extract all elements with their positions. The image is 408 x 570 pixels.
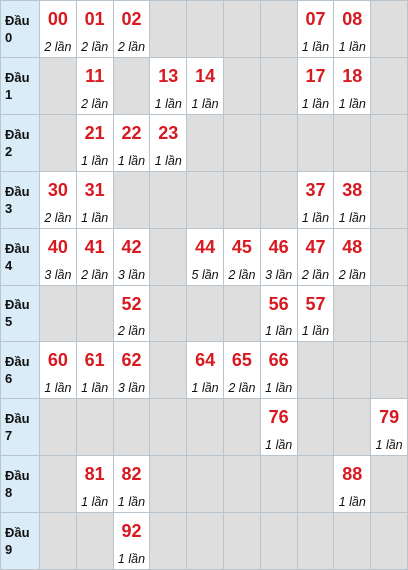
count-unit: lần bbox=[128, 324, 146, 339]
count-unit: lần bbox=[91, 267, 109, 282]
number-cell bbox=[261, 229, 297, 285]
count-unit: lần bbox=[238, 381, 256, 396]
count-unit: lần bbox=[54, 381, 72, 396]
empty-cell bbox=[40, 115, 76, 171]
number-cell bbox=[114, 286, 150, 342]
count-value: 3 bbox=[265, 267, 273, 282]
count-unit: lần bbox=[349, 495, 366, 510]
number-cell bbox=[298, 172, 334, 228]
count-unit: lần bbox=[275, 438, 293, 453]
number-cell bbox=[77, 342, 113, 398]
empty-cell bbox=[261, 1, 297, 57]
number-cell bbox=[40, 172, 76, 228]
number-cell bbox=[334, 456, 370, 512]
empty-cell bbox=[40, 456, 76, 512]
number-cell bbox=[114, 229, 150, 285]
occurrence-count bbox=[334, 40, 370, 54]
occurrence-count bbox=[150, 97, 186, 111]
count-value: 1 bbox=[301, 96, 309, 111]
occurrence-count bbox=[187, 97, 223, 111]
count-unit: lần bbox=[349, 210, 366, 225]
empty-cell bbox=[187, 172, 223, 228]
number-cell bbox=[114, 342, 150, 398]
count-unit: lần bbox=[165, 153, 182, 168]
occurrence-count bbox=[334, 268, 370, 282]
count-value: 3 bbox=[117, 381, 125, 396]
number-cell bbox=[40, 229, 76, 285]
empty-cell bbox=[224, 1, 260, 57]
occurrence-count bbox=[114, 268, 150, 282]
count-unit: lần bbox=[128, 39, 146, 54]
number-cell bbox=[261, 399, 297, 455]
occurrence-count bbox=[187, 381, 223, 395]
number-value: 41 bbox=[84, 236, 105, 257]
count-value: 1 bbox=[44, 381, 52, 396]
occurrence-count bbox=[114, 381, 150, 395]
row-head-label: Đầu bbox=[5, 69, 30, 85]
row-head-digit: 4 bbox=[5, 257, 13, 273]
empty-cell bbox=[114, 399, 150, 455]
empty-cell bbox=[40, 58, 76, 114]
occurrence-count bbox=[261, 324, 297, 338]
count-unit: lần bbox=[128, 267, 146, 282]
count-unit: lần bbox=[275, 381, 293, 396]
count-unit: lần bbox=[312, 96, 330, 111]
count-value: 2 bbox=[301, 267, 309, 282]
occurrence-count bbox=[77, 97, 113, 111]
number-cell bbox=[187, 229, 223, 285]
number-value: 07 bbox=[305, 9, 326, 29]
empty-cell bbox=[187, 399, 223, 455]
occurrence-count bbox=[114, 324, 150, 338]
empty-cell bbox=[150, 456, 186, 512]
empty-cell bbox=[224, 286, 260, 342]
empty-cell bbox=[371, 229, 407, 285]
number-value: 02 bbox=[121, 9, 142, 29]
count-value: 1 bbox=[265, 324, 273, 339]
number-value: 22 bbox=[121, 122, 142, 143]
number-value: 08 bbox=[342, 9, 363, 29]
empty-cell bbox=[224, 115, 260, 171]
number-value: 47 bbox=[305, 236, 326, 257]
count-value: 2 bbox=[228, 381, 236, 396]
count-value: 1 bbox=[301, 210, 309, 225]
occurrence-count bbox=[77, 381, 113, 395]
count-unit: lần bbox=[349, 39, 366, 54]
number-value: 18 bbox=[342, 65, 363, 86]
row-head-8 bbox=[1, 456, 39, 512]
empty-cell bbox=[298, 456, 334, 512]
number-value: 21 bbox=[84, 122, 105, 143]
count-value: 2 bbox=[81, 267, 89, 282]
number-cell bbox=[334, 1, 370, 57]
empty-cell bbox=[371, 172, 407, 228]
occurrence-count bbox=[334, 211, 370, 225]
empty-cell bbox=[77, 513, 113, 569]
empty-cell bbox=[224, 172, 260, 228]
row-head-2 bbox=[1, 115, 39, 171]
number-cell bbox=[261, 286, 297, 342]
empty-cell bbox=[187, 513, 223, 569]
count-unit: lần bbox=[54, 39, 72, 54]
number-value: 48 bbox=[342, 236, 363, 257]
count-value: 3 bbox=[44, 267, 52, 282]
number-value: 66 bbox=[268, 350, 289, 371]
count-value: 1 bbox=[154, 96, 162, 111]
number-cell bbox=[298, 286, 334, 342]
row-head-label: Đầu bbox=[5, 411, 30, 427]
empty-cell bbox=[261, 513, 297, 569]
number-value: 37 bbox=[305, 179, 326, 200]
number-cell bbox=[261, 342, 297, 398]
number-cell bbox=[371, 399, 407, 455]
count-value: 1 bbox=[191, 96, 199, 111]
number-value: 92 bbox=[121, 521, 142, 542]
occurrence-count bbox=[298, 211, 334, 225]
row-head-label: Đầu bbox=[5, 126, 30, 142]
count-unit: lần bbox=[275, 267, 293, 282]
count-value: 1 bbox=[338, 39, 346, 54]
number-value: 44 bbox=[195, 236, 216, 257]
number-value: 38 bbox=[342, 179, 363, 200]
number-value: 81 bbox=[84, 464, 105, 485]
row-head-5 bbox=[1, 286, 39, 342]
count-unit: lần bbox=[128, 495, 146, 510]
empty-cell bbox=[261, 115, 297, 171]
empty-cell bbox=[187, 1, 223, 57]
number-cell bbox=[77, 229, 113, 285]
number-value: 79 bbox=[379, 407, 400, 428]
count-unit: lần bbox=[201, 267, 219, 282]
number-value: 11 bbox=[85, 65, 105, 86]
empty-cell bbox=[150, 342, 186, 398]
count-unit: lần bbox=[91, 96, 109, 111]
count-value: 2 bbox=[44, 210, 52, 225]
count-value: 1 bbox=[338, 96, 346, 111]
empty-cell bbox=[40, 399, 76, 455]
number-value: 82 bbox=[121, 464, 142, 485]
count-unit: lần bbox=[201, 96, 219, 111]
occurrence-count bbox=[77, 268, 113, 282]
empty-cell bbox=[371, 1, 407, 57]
number-value: 42 bbox=[121, 236, 142, 257]
count-value: 1 bbox=[81, 381, 89, 396]
occurrence-count bbox=[77, 211, 113, 225]
occurrence-count bbox=[224, 268, 260, 282]
occurrence-count bbox=[298, 324, 334, 338]
number-value: 00 bbox=[47, 9, 68, 29]
occurrence-count bbox=[114, 495, 150, 509]
occurrence-count bbox=[40, 268, 76, 282]
empty-cell bbox=[371, 456, 407, 512]
empty-cell bbox=[150, 399, 186, 455]
number-value: 61 bbox=[84, 350, 105, 371]
number-cell bbox=[114, 115, 150, 171]
count-unit: lần bbox=[349, 96, 366, 111]
row-head-digit: 7 bbox=[5, 428, 13, 444]
count-unit: lần bbox=[91, 210, 109, 225]
empty-cell bbox=[224, 513, 260, 569]
number-cell bbox=[224, 229, 260, 285]
occurrence-count bbox=[114, 552, 150, 566]
number-cell bbox=[77, 456, 113, 512]
number-cell bbox=[298, 1, 334, 57]
occurrence-count bbox=[261, 438, 297, 452]
empty-cell bbox=[298, 399, 334, 455]
row-head-digit: 0 bbox=[5, 29, 13, 45]
occurrence-count bbox=[77, 40, 113, 54]
count-unit: lần bbox=[238, 267, 256, 282]
number-cell bbox=[150, 58, 186, 114]
number-cell bbox=[77, 115, 113, 171]
count-value: 1 bbox=[81, 210, 89, 225]
row-head-label: Đầu bbox=[5, 297, 30, 313]
number-cell bbox=[334, 229, 370, 285]
occurrence-count bbox=[40, 381, 76, 395]
row-head-0 bbox=[1, 1, 39, 57]
number-value: 40 bbox=[47, 236, 68, 257]
occurrence-count bbox=[77, 495, 113, 509]
number-value: 88 bbox=[342, 464, 363, 485]
number-value: 45 bbox=[231, 236, 252, 257]
empty-cell bbox=[187, 115, 223, 171]
count-unit: lần bbox=[312, 39, 330, 54]
count-value: 1 bbox=[265, 438, 273, 453]
row-head-7 bbox=[1, 399, 39, 455]
row-head-digit: 5 bbox=[5, 314, 13, 330]
count-value: 1 bbox=[117, 153, 125, 168]
count-value: 1 bbox=[191, 381, 199, 396]
empty-cell bbox=[371, 58, 407, 114]
occurrence-count bbox=[40, 211, 76, 225]
count-value: 2 bbox=[81, 39, 89, 54]
occurrence-count bbox=[261, 268, 297, 282]
count-unit: lần bbox=[201, 381, 219, 396]
number-value: 76 bbox=[268, 407, 289, 428]
number-value: 31 bbox=[84, 179, 105, 200]
number-cell bbox=[114, 513, 150, 569]
empty-cell bbox=[224, 399, 260, 455]
number-cell bbox=[224, 342, 260, 398]
number-value: 60 bbox=[47, 350, 68, 371]
occurrence-count bbox=[77, 154, 113, 168]
empty-cell bbox=[77, 286, 113, 342]
number-cell bbox=[298, 58, 334, 114]
row-head-label: Đầu bbox=[5, 12, 30, 28]
number-value: 64 bbox=[195, 350, 216, 371]
count-unit: lần bbox=[165, 96, 182, 111]
empty-cell bbox=[150, 172, 186, 228]
count-unit: lần bbox=[54, 210, 72, 225]
number-cell bbox=[114, 1, 150, 57]
number-cell bbox=[77, 1, 113, 57]
count-value: 1 bbox=[117, 495, 125, 510]
count-unit: lần bbox=[312, 267, 330, 282]
empty-cell bbox=[334, 342, 370, 398]
empty-cell bbox=[40, 513, 76, 569]
row-head-digit: 3 bbox=[5, 200, 13, 216]
number-value: 23 bbox=[158, 122, 179, 143]
count-value: 2 bbox=[44, 39, 52, 54]
row-head-label: Đầu bbox=[5, 468, 30, 484]
occurrence-count bbox=[298, 40, 334, 54]
row-head-digit: 2 bbox=[5, 143, 13, 159]
count-value: 1 bbox=[154, 153, 162, 168]
number-cell bbox=[150, 115, 186, 171]
empty-cell bbox=[224, 456, 260, 512]
count-value: 1 bbox=[338, 495, 346, 510]
number-cell bbox=[187, 58, 223, 114]
count-unit: lần bbox=[91, 381, 109, 396]
number-cell bbox=[40, 342, 76, 398]
empty-cell bbox=[298, 513, 334, 569]
empty-cell bbox=[150, 1, 186, 57]
count-value: 2 bbox=[81, 96, 89, 111]
count-value: 5 bbox=[191, 267, 199, 282]
count-unit: lần bbox=[91, 153, 109, 168]
empty-cell bbox=[40, 286, 76, 342]
row-head-digit: 1 bbox=[5, 86, 13, 102]
occurrence-count bbox=[114, 40, 150, 54]
row-head-label: Đầu bbox=[5, 240, 30, 256]
row-head-digit: 8 bbox=[5, 485, 13, 501]
occurrence-count bbox=[334, 97, 370, 111]
number-value: 13 bbox=[158, 65, 179, 86]
row-head-label: Đầu bbox=[5, 354, 30, 370]
number-value: 62 bbox=[121, 350, 142, 371]
count-value: 1 bbox=[81, 153, 89, 168]
count-unit: lần bbox=[128, 381, 146, 396]
empty-cell bbox=[77, 399, 113, 455]
count-value: 2 bbox=[117, 324, 125, 339]
empty-cell bbox=[187, 456, 223, 512]
number-value: 30 bbox=[47, 179, 68, 200]
empty-cell bbox=[334, 399, 370, 455]
row-head-1 bbox=[1, 58, 39, 114]
count-value: 3 bbox=[117, 267, 125, 282]
empty-cell bbox=[334, 286, 370, 342]
number-value: 56 bbox=[268, 293, 289, 314]
row-head-6 bbox=[1, 342, 39, 398]
row-head-label: Đầu bbox=[5, 183, 30, 199]
empty-cell bbox=[261, 58, 297, 114]
count-unit: lần bbox=[91, 39, 109, 54]
number-value: 46 bbox=[268, 236, 289, 257]
count-unit: lần bbox=[385, 438, 403, 453]
count-unit: lần bbox=[54, 267, 72, 282]
number-value: 14 bbox=[195, 65, 216, 86]
empty-cell bbox=[298, 342, 334, 398]
number-value: 65 bbox=[231, 350, 252, 371]
count-value: 1 bbox=[375, 438, 383, 453]
number-cell bbox=[298, 229, 334, 285]
count-value: 1 bbox=[117, 552, 125, 566]
number-cell bbox=[77, 172, 113, 228]
count-unit: lần bbox=[128, 153, 146, 168]
empty-cell bbox=[334, 513, 370, 569]
occurrence-count bbox=[298, 268, 334, 282]
empty-cell bbox=[150, 513, 186, 569]
count-unit: lần bbox=[349, 267, 366, 282]
empty-cell bbox=[114, 172, 150, 228]
count-unit: lần bbox=[128, 552, 146, 566]
empty-cell bbox=[114, 58, 150, 114]
empty-cell bbox=[224, 58, 260, 114]
number-value: 17 bbox=[305, 65, 326, 86]
occurrence-count bbox=[150, 154, 186, 168]
count-value: 1 bbox=[338, 210, 346, 225]
occurrence-count bbox=[371, 438, 407, 452]
number-value: 52 bbox=[121, 293, 142, 314]
occurrence-count bbox=[114, 154, 150, 168]
occurrence-count bbox=[298, 97, 334, 111]
occurrence-count bbox=[40, 40, 76, 54]
count-unit: lần bbox=[312, 324, 330, 339]
count-value: 2 bbox=[338, 267, 346, 282]
row-head-4 bbox=[1, 229, 39, 285]
count-value: 1 bbox=[301, 324, 309, 339]
empty-cell bbox=[187, 286, 223, 342]
number-cell bbox=[187, 342, 223, 398]
empty-cell bbox=[261, 172, 297, 228]
occurrence-count bbox=[261, 381, 297, 395]
empty-cell bbox=[150, 229, 186, 285]
count-value: 1 bbox=[301, 39, 309, 54]
occurrence-count bbox=[334, 495, 370, 509]
number-cell bbox=[334, 58, 370, 114]
row-head-digit: 6 bbox=[5, 371, 13, 387]
count-unit: lần bbox=[275, 324, 293, 339]
empty-cell bbox=[298, 115, 334, 171]
empty-cell bbox=[371, 342, 407, 398]
number-value: 57 bbox=[305, 293, 326, 314]
row-head-9 bbox=[1, 513, 39, 569]
row-head-label: Đầu bbox=[5, 525, 30, 541]
number-cell bbox=[114, 456, 150, 512]
count-value: 2 bbox=[228, 267, 236, 282]
occurrence-count bbox=[187, 268, 223, 282]
row-head-digit: 9 bbox=[5, 542, 13, 558]
empty-cell bbox=[371, 286, 407, 342]
count-unit: lần bbox=[312, 210, 330, 225]
number-cell bbox=[40, 1, 76, 57]
count-value: 2 bbox=[117, 39, 125, 54]
empty-cell bbox=[150, 286, 186, 342]
empty-cell bbox=[334, 115, 370, 171]
occurrence-count bbox=[224, 381, 260, 395]
number-cell bbox=[77, 58, 113, 114]
empty-cell bbox=[371, 115, 407, 171]
number-value: 01 bbox=[84, 9, 105, 29]
row-head-3 bbox=[1, 172, 39, 228]
empty-cell bbox=[261, 456, 297, 512]
count-unit: lần bbox=[91, 495, 109, 510]
number-cell bbox=[334, 172, 370, 228]
empty-cell bbox=[371, 513, 407, 569]
count-value: 1 bbox=[81, 495, 89, 510]
count-value: 1 bbox=[265, 381, 273, 396]
